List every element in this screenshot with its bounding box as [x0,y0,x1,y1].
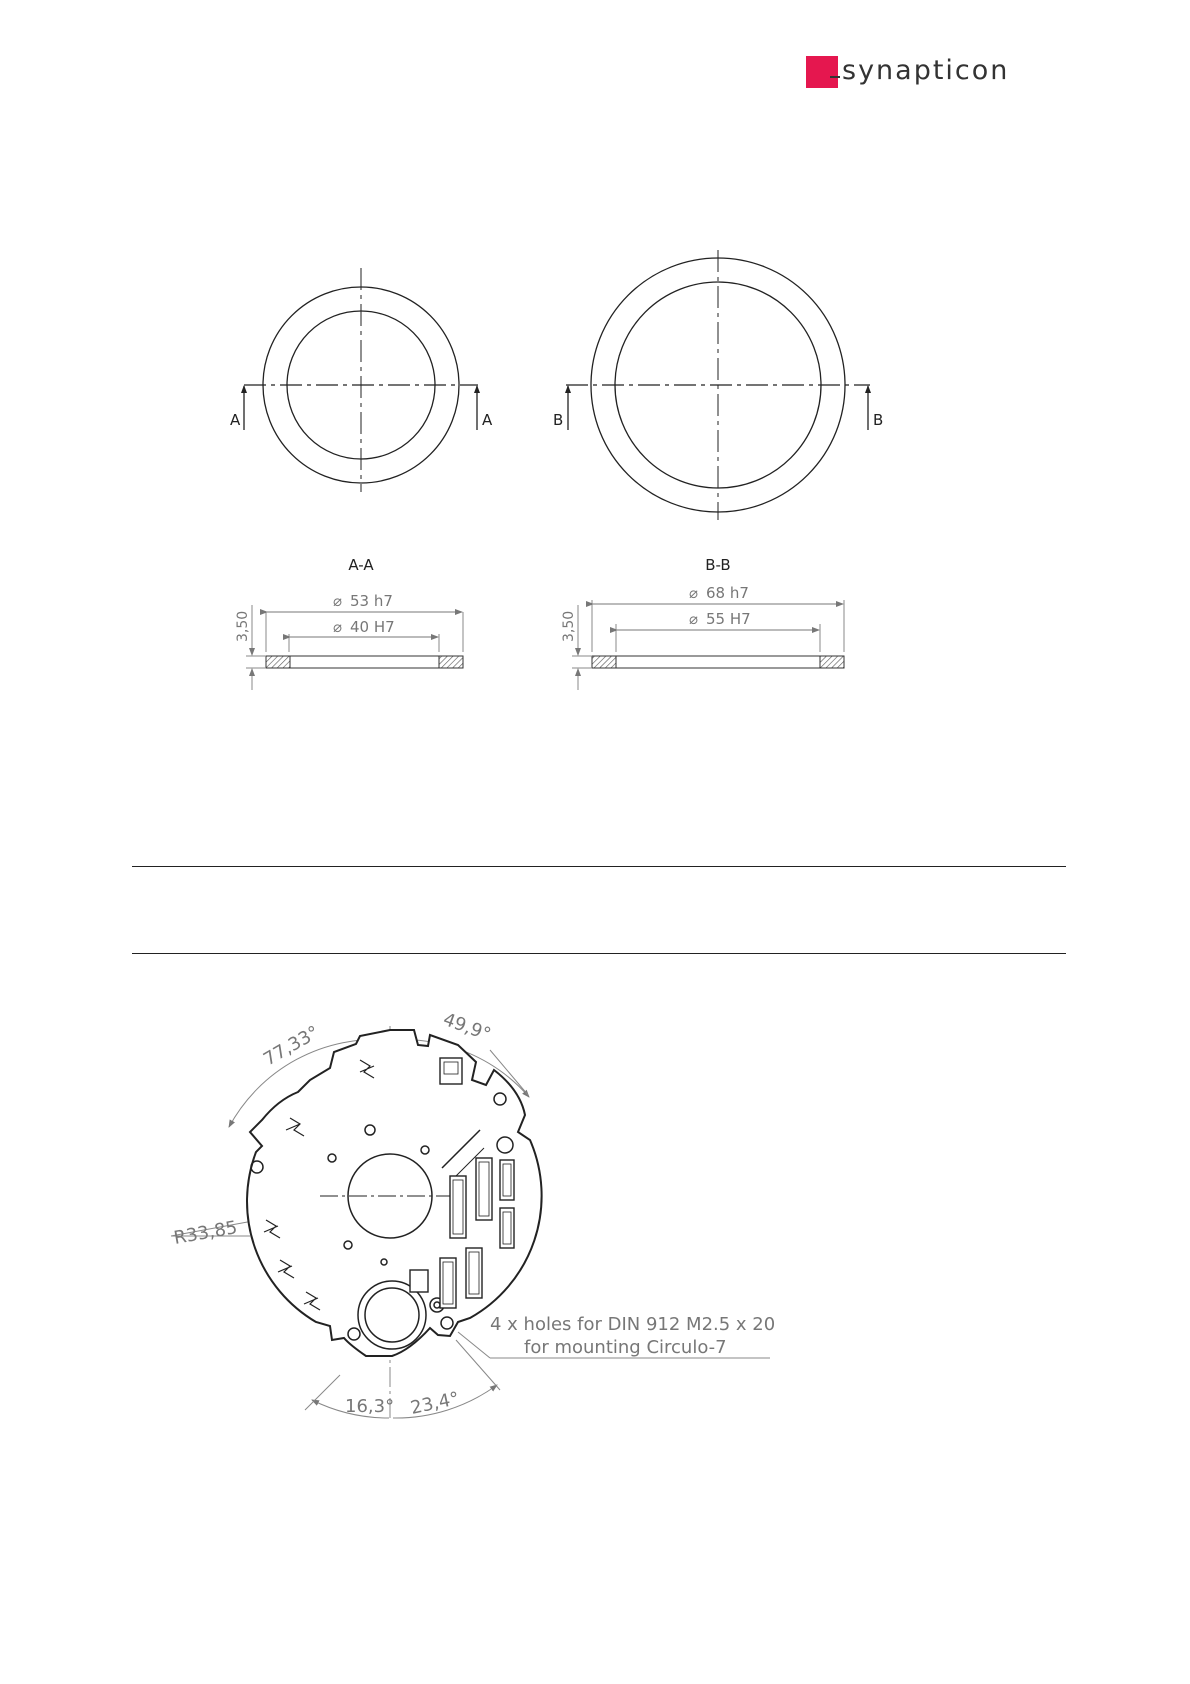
holes-note-line2: for mounting Circulo-7 [524,1337,727,1358]
ring-a-section-title: A-A [348,556,374,574]
ring-a-thickness-label: 3,50 [235,610,251,642]
ring-a-marker-right: A [482,411,493,429]
divider-top [132,866,1066,867]
connector-1 [450,1176,466,1238]
connector-5 [440,1258,456,1308]
angle-bottom-left-label: 16,3° [345,1396,395,1417]
ring-b-hatch-right [820,656,844,668]
ring-a-hatch-right [439,656,463,668]
ring-b-outer-dia-label: 68 h7 [706,584,749,602]
ring-a-hatch-left [266,656,290,668]
ring-b-plan-view [566,250,870,520]
holes-note-line1: 4 x holes for DIN 912 M2.5 x 20 [490,1314,776,1335]
ring-b-section-title: B-B [705,556,731,574]
radius-label: R33,85 [172,1217,239,1249]
ring-b-marker-right: B [873,411,884,429]
ring-b-marker-left: B [553,411,564,429]
board-drawing [171,1026,770,1420]
ring-a-plan-view [244,268,478,492]
ring-b-inner-dia-label: 55 H7 [706,610,751,628]
angle-top-right-label: 49,9° [440,1008,494,1046]
holes-note-leader [458,1332,490,1358]
connector-2 [476,1158,492,1220]
divider-bottom [132,953,1066,954]
connector-6 [466,1248,482,1298]
logo-text: synapticon [842,55,1010,86]
ring-b-hatch-left [592,656,616,668]
ring-a-inner-dia-label: 40 H7 [350,618,395,636]
small-component [410,1270,428,1292]
ring-b-diameter-symbol-inner: ⌀ [689,610,699,628]
ring-a-diameter-symbol-inner: ⌀ [333,618,343,636]
ring-a-diameter-symbol-outer: ⌀ [333,592,343,610]
board-outline [247,1030,542,1356]
angle-top-left-label: 77,33° [260,1021,323,1071]
angle-bottom-right-label: 23,4° [408,1388,462,1419]
connector-3 [500,1160,514,1200]
ring-a-outer-dia-label: 53 h7 [350,592,393,610]
ring-b-thickness-label: 3,50 [561,610,577,642]
ring-a-marker-left: A [230,411,241,429]
ring-b-diameter-symbol-outer: ⌀ [689,584,699,602]
connector-4 [500,1208,514,1248]
